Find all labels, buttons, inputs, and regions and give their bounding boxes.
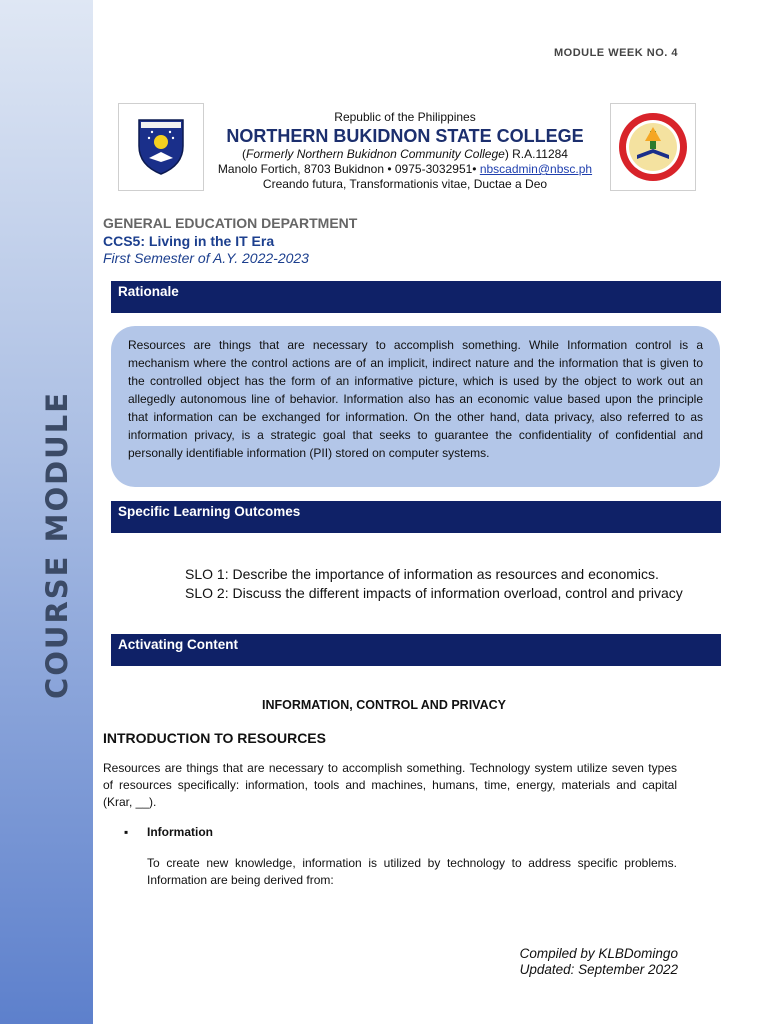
semester-text: First Semester of A.Y. 2022-2023 <box>103 250 309 266</box>
motto-text: Creando futura, Transformationis vitae, Ductae a Deo <box>262 177 548 191</box>
department-title: GENERAL EDUCATION DEPARTMENT <box>103 215 358 231</box>
bullet-paragraph: To create new knowledge, information is utilized by technology to address specific problems. Information are being derived from: <box>147 856 677 887</box>
intro-paragraph: Resources are things that are necessary to accomplish something. Technology system utilize seven types of resources specifically: information, tools and machines, humans, time, energy, materials and capital (Krar, __). <box>103 761 677 809</box>
activating-content-banner: Activating Content <box>111 634 721 666</box>
module-week-label: MODULE WEEK NO. 4 <box>553 47 678 59</box>
slo-item: SLO 1: Describe the importance of information as resources and economics. <box>185 566 659 582</box>
email-link[interactable]: nbscadmin@nbsc.ph <box>479 162 593 176</box>
sidebar <box>0 0 93 1024</box>
address-line: Manolo Fortich, 8703 Bukidnon • 0975-3032951• nbscadmin@nbsc.ph <box>217 162 593 176</box>
bullet-label: Information <box>147 825 213 839</box>
content-title: INFORMATION, CONTROL AND PRIVACY <box>262 698 506 712</box>
intro-heading: INTRODUCTION TO RESOURCES <box>103 730 326 746</box>
slo-banner: Specific Learning Outcomes <box>111 501 721 533</box>
formerly-line: (Formerly Northern Bukidnon Community College) R.A.11284 <box>242 147 568 161</box>
seal-icon <box>617 111 689 183</box>
updated-date: Updated: September 2022 <box>519 962 678 977</box>
former-name: Formerly Northern Bukidnon Community College <box>246 147 505 161</box>
shield-icon <box>137 118 185 176</box>
bullet-icon: ▪ <box>124 825 129 839</box>
department-logo-right <box>610 103 696 191</box>
college-name: NORTHERN BUKIDNON STATE COLLEGE <box>226 126 584 146</box>
college-logo-left <box>118 103 204 191</box>
college-header <box>200 110 610 192</box>
slo-item: SLO 2: Discuss the different impacts of information overload, control and privacy <box>185 585 683 601</box>
rationale-banner: Rationale <box>111 281 721 313</box>
rationale-box: Resources are things that are necessary to accomplish something. While Information control is a mechanism where the control actions are of an implicit, indirect nature and the information that is given to the controlled object has the form of an informative picture, which is used by the object to work out an allegedly autonomous line of behavior. Information also has an economic value based upon the principle that information can be exchanged for information. On the other hand, data privacy, also referred to as information privacy, is a strategic goal that seeks to guarantee the confidentiality of confidential and personally identifiable information (PII) stored on computer systems. <box>111 326 720 487</box>
sidebar-title: COURSE MODULE <box>40 390 74 700</box>
footer <box>520 946 678 978</box>
course-title: CCS5: Living in the IT Era <box>103 233 275 249</box>
republic-text: Republic of the Philippines <box>334 110 476 124</box>
compiled-by: Compiled by KLBDomingo <box>519 946 678 961</box>
